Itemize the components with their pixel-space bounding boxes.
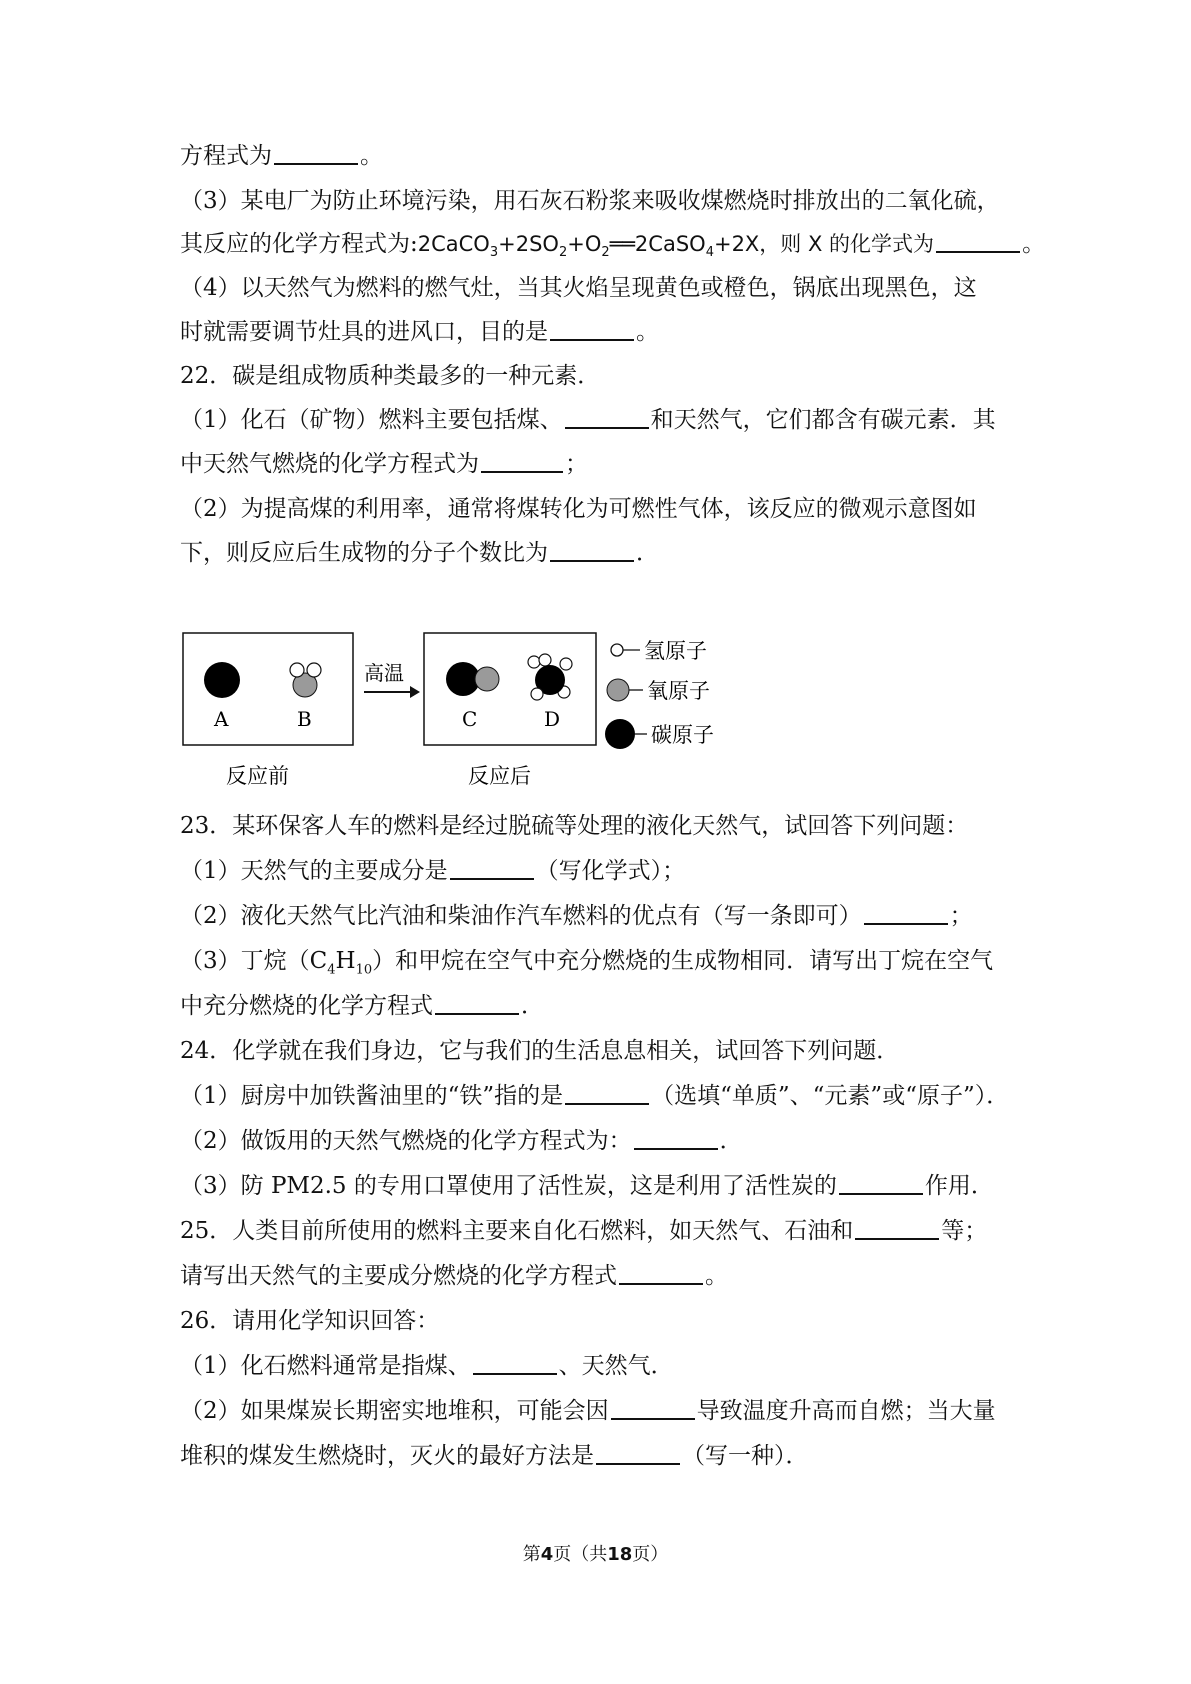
reaction-arrow-head	[410, 686, 420, 698]
hydrogen-atom-d5	[531, 688, 543, 700]
answer-blank[interactable]	[839, 1171, 923, 1195]
question-heading: 23．某环保客人车的燃料是经过脱硫等处理的液化天然气，试回答下列问题：	[180, 813, 969, 839]
answer-blank[interactable]	[596, 1441, 680, 1465]
page-footer: 第4页（共18页）	[522, 1544, 669, 1565]
legend-carbon-label: 碳原子	[651, 723, 714, 747]
chemical-equation: $2CaCO_3+2SO_2+O_2══2CaSO_4+2X$，则 X 的化学式为	[417, 232, 935, 261]
answer-blank[interactable]	[565, 405, 649, 429]
text-line: 下，则反应后生成物的分子个数比为 ．	[180, 540, 659, 566]
answer-blank[interactable]	[481, 449, 563, 473]
page-total: 18	[607, 1544, 633, 1565]
oxygen-atom-c	[475, 667, 499, 691]
text-line: （4）以天然气为燃料的燃气灶，当其火焰呈现黄色或橙色，锅底出现黑色，这	[180, 275, 977, 301]
hydrogen-atom-b1	[290, 663, 304, 677]
answer-blank[interactable]	[634, 1126, 718, 1150]
answer-blank[interactable]	[611, 1396, 695, 1420]
legend-hydrogen-icon	[611, 644, 623, 656]
answer-blank[interactable]	[450, 856, 534, 880]
text-line: （3）丁烷$(C_4H_{10})$和甲烷在空气中充分燃烧的生成物相同．请写出丁烷在空气	[180, 948, 994, 978]
text-line: 请写出天然气的主要成分燃烧的化学方程式 。	[180, 1263, 728, 1289]
legend-carbon-icon	[605, 719, 635, 749]
carbon-atom-a	[204, 662, 240, 698]
text-line: （1）天然气的主要成分是 （写化学式）；	[180, 858, 686, 884]
label-b: B	[297, 707, 312, 731]
page-number: 4	[540, 1544, 554, 1565]
answer-blank[interactable]	[864, 901, 948, 925]
answer-blank[interactable]	[619, 1261, 703, 1285]
answer-blank[interactable]	[550, 317, 634, 341]
text-line: 时就需要调节灶具的进风口，目的是 。	[180, 319, 659, 345]
answer-blank[interactable]	[855, 1216, 939, 1240]
answer-blank[interactable]	[274, 141, 358, 165]
hydrogen-atom-d3	[560, 658, 572, 670]
caption-after: 反应后	[468, 764, 531, 788]
arrow-label: 高温	[364, 661, 404, 685]
reaction-diagram	[180, 628, 780, 788]
label-c: C	[462, 707, 478, 731]
question-heading: 24．化学就在我们身边，它与我们的生活息息相关，试回答下列问题．	[180, 1038, 900, 1064]
hydrogen-atom-d2	[539, 654, 551, 666]
question-heading: 22．碳是组成物质种类最多的一种元素．	[180, 363, 601, 389]
label-a: A	[214, 707, 229, 731]
text-line: （3）某电厂为防止环境污染，用石灰石粉浆来吸收煤燃烧时排放出的二氧化硫，	[180, 188, 1000, 214]
text-line: 中充分燃烧的化学方程式 ．	[180, 993, 544, 1019]
answer-blank[interactable]	[473, 1351, 557, 1375]
answer-blank[interactable]	[550, 538, 634, 562]
text-line: （2）做饭用的天然气燃烧的化学方程式为： ．	[180, 1128, 743, 1154]
legend-oxygen-icon	[607, 679, 629, 701]
legend-hydrogen-label: 氢原子	[644, 639, 707, 663]
text-line: （2）液化天然气比汽油和柴油作汽车燃料的优点有（写一条即可） ；	[180, 903, 973, 929]
text-line: 其反应的化学方程式为$:2CaCO_3+2SO_2+O_2══2CaSO_4+2X$，则 X 的化学式为 。	[180, 231, 1046, 261]
legend-oxygen-label: 氧原子	[647, 679, 710, 703]
caption-before: 反应前	[226, 764, 289, 788]
hydrogen-atom-d1	[528, 656, 540, 668]
text-line: 方程式为 。	[180, 143, 383, 169]
text-line: （2）为提高煤的利用率，通常将煤转化为可燃性气体，该反应的微观示意图如	[180, 496, 977, 522]
text-line: （2）如果煤炭长期密实地堆积，可能会因 导致温度升高而自燃；当大量	[180, 1398, 996, 1424]
text-line: （1）厨房中加铁酱油里的“铁”指的是 （选填“单质”、“元素”或“原子”）．	[180, 1083, 1010, 1109]
text-line: 中天然气燃烧的化学方程式为 ；	[180, 451, 588, 477]
label-d: D	[544, 707, 561, 731]
answer-blank[interactable]	[435, 991, 519, 1015]
text-line: （1）化石燃料通常是指煤、 、天然气．	[180, 1353, 674, 1379]
question-heading: 25．人类目前所使用的燃料主要来自化石燃料，如天然气、石油和 等；	[180, 1218, 988, 1244]
text-line: 堆积的煤发生燃烧时，灭火的最好方法是 （写一种）．	[180, 1443, 809, 1469]
hydrogen-atom-b2	[307, 663, 321, 677]
answer-blank[interactable]	[565, 1081, 649, 1105]
text-line: （3）防 PM2.5 的专用口罩使用了活性炭，这是利用了活性炭的 作用．	[180, 1173, 994, 1199]
answer-blank[interactable]	[936, 229, 1020, 253]
text-line: （1）化石（矿物）燃料主要包括煤、 和天然气，它们都含有碳元素．其	[180, 407, 996, 433]
question-heading: 26．请用化学知识回答：	[180, 1308, 440, 1334]
